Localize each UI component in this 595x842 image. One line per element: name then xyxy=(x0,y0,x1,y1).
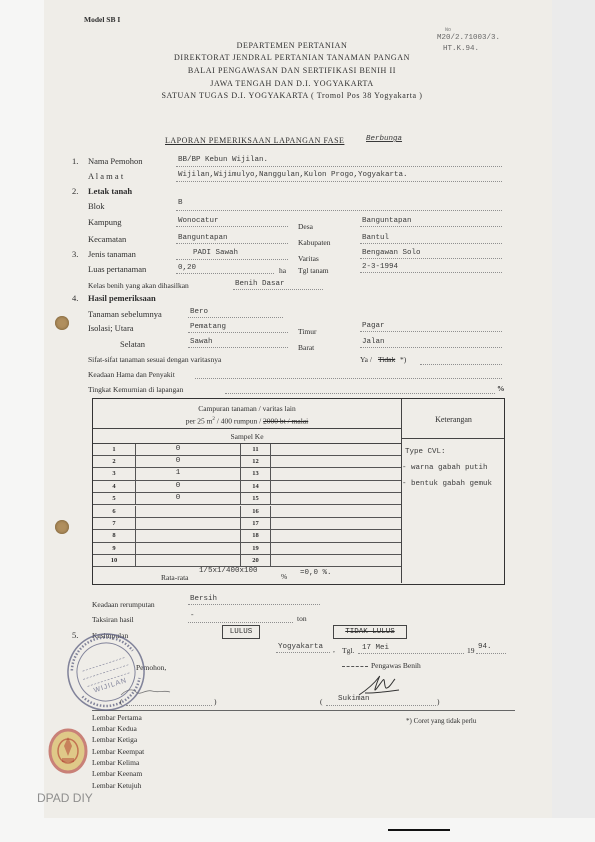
sampel-ke-label: Sampel Ke xyxy=(230,432,264,441)
keterangan-header: Keterangan xyxy=(435,415,472,424)
punch-hole xyxy=(55,520,69,534)
table-head-rumpun: / 400 rumpun / xyxy=(214,416,264,426)
sample-value xyxy=(271,530,401,542)
luas-pertanaman-value: 0,20 xyxy=(178,264,197,272)
table-head-struck: 2000 bt / malai xyxy=(263,416,309,426)
sample-number: 9 xyxy=(93,543,136,555)
punch-hole xyxy=(55,316,69,330)
tanaman-sebelumnya-value: Bero xyxy=(190,308,209,316)
header-office: BALAI PENGAWASAN DAN SERTIFIKASI BENIH II xyxy=(187,66,397,75)
rerumputan-value: Bersih xyxy=(190,595,218,603)
sample-number: 4 xyxy=(93,481,136,493)
dotted-line xyxy=(233,289,323,290)
nama-pemohon-label: Nama Pemohon xyxy=(88,156,143,166)
sample-number: 1 xyxy=(93,444,136,456)
sifat-ya-option: Ya / xyxy=(360,355,372,364)
pengawas-open-bracket: ( xyxy=(320,697,323,706)
dotted-line xyxy=(188,622,293,623)
header-department: DEPARTEMEN PERTANIAN xyxy=(236,41,348,50)
dotted-line xyxy=(176,210,502,211)
sample-number: 3 xyxy=(93,468,136,480)
kemurnian-unit: % xyxy=(497,384,505,393)
table-rule xyxy=(93,428,401,429)
kampung-value: Wonocatur xyxy=(178,217,219,225)
rerumputan-label: Keadaan rerumputan xyxy=(92,600,155,609)
sample-number: 14 xyxy=(241,481,271,493)
alamat-label: A l a m a t xyxy=(88,171,124,181)
dotted-line xyxy=(360,243,502,244)
dotted-line xyxy=(358,653,464,654)
sample-value xyxy=(136,543,241,555)
pemohon-open-bracket: ( xyxy=(120,697,123,706)
distribution-item: Lembar Kelima xyxy=(92,758,140,767)
keterangan-line: - bentuk gabah gemuk xyxy=(402,480,493,488)
signature-year-suffix: 94. xyxy=(478,643,492,651)
kelas-benih-value: Benih Dasar xyxy=(235,280,285,288)
scan-edge-mark xyxy=(388,829,450,831)
dotted-line xyxy=(360,347,502,348)
section-number: 1. xyxy=(72,156,79,166)
section-number: 4. xyxy=(72,293,79,303)
sample-number: 17 xyxy=(241,518,271,530)
signature-tgl-label: Tgl. xyxy=(342,646,355,655)
sample-number: 2 xyxy=(93,456,136,468)
sample-number: 20 xyxy=(241,555,271,567)
distribution-item: Lembar Pertama xyxy=(92,713,142,722)
reference-code: HT.K.94. xyxy=(443,45,480,53)
keterangan-line: - warna gabah putih xyxy=(402,464,488,472)
header-region: JAWA TENGAH DAN D.I. YOGYAKARTA xyxy=(210,79,374,88)
distribution-item: Lembar Ketujuh xyxy=(92,781,142,790)
letak-tanah-label: Letak tanah xyxy=(88,186,133,196)
signature-year-prefix: 19 xyxy=(467,646,475,655)
pemohon-close-bracket: ) xyxy=(214,697,217,706)
sample-value xyxy=(136,518,241,530)
kelas-benih-label: Kelas benih yang akan dihasilkan xyxy=(88,281,189,290)
jenis-tanaman-value: PADI Sawah xyxy=(193,249,239,257)
dotted-line xyxy=(188,317,283,318)
pengawas-label: Pengawas Benih xyxy=(371,661,421,670)
taksiran-value: - xyxy=(190,612,195,620)
distribution-item: Lembar Keenam xyxy=(92,769,143,778)
tgl-tanam-label: Tgl tanam xyxy=(298,266,329,275)
rata-rata-formula: 1/5x1/400x100 xyxy=(199,567,258,575)
sample-value: 0 xyxy=(136,456,241,468)
sample-value xyxy=(271,444,401,456)
blok-value: B xyxy=(178,199,183,207)
blok-label: Blok xyxy=(88,201,105,211)
signature-place: Yogyakarta xyxy=(278,643,324,651)
sample-number: 11 xyxy=(241,444,271,456)
dotted-line xyxy=(360,272,502,273)
kabupaten-label: Kabupaten xyxy=(298,238,331,247)
dotted-line xyxy=(188,347,288,348)
header-task-unit: SATUAN TUGAS D.I. YOGYAKARTA ( Tromol Pos 38 Yogyakarta ) xyxy=(161,91,423,100)
isolasi-utara-value: Pematang xyxy=(190,323,227,331)
sample-value: 0 xyxy=(136,493,241,505)
section-number: 5. xyxy=(72,630,79,640)
table-rule xyxy=(401,438,504,439)
sample-value xyxy=(271,493,401,505)
sample-number: 12 xyxy=(241,456,271,468)
dotted-line xyxy=(195,378,502,379)
report-phase: Berbunga xyxy=(366,135,403,143)
kampung-label: Kampung xyxy=(88,217,122,227)
sample-number: 8 xyxy=(93,530,136,542)
sample-value xyxy=(271,555,401,567)
sample-number: 19 xyxy=(241,543,271,555)
signature-date: 17 Mei xyxy=(362,644,390,652)
dotted-line xyxy=(176,243,288,244)
sample-table xyxy=(92,398,505,585)
varitas-value: Bengawan Solo xyxy=(362,249,421,257)
reference-prefix: No xyxy=(445,27,452,33)
sample-value: 0 xyxy=(136,444,241,456)
isolasi-timur-label: Timur xyxy=(298,327,317,336)
sifat-note-marker: *) xyxy=(400,355,407,364)
kemurnian-label: Tingkat Kemurnian di lapangan xyxy=(88,385,184,394)
sifat-tidak-option: Tidak xyxy=(378,355,396,364)
table-head-line1: Campuran tanaman / varitas lain xyxy=(198,404,296,413)
dotted-line xyxy=(176,259,288,260)
sample-number: 5 xyxy=(93,493,136,505)
dotted-line xyxy=(326,705,436,706)
footnote: *) Coret yang tidak perlu xyxy=(406,717,477,725)
sample-number: 10 xyxy=(93,555,136,567)
section-number: 3. xyxy=(72,249,79,259)
sample-value xyxy=(271,456,401,468)
dotted-line xyxy=(276,652,330,653)
stamp-text: WIJILAN xyxy=(92,677,129,695)
luas-unit: ha xyxy=(279,266,287,275)
sample-value xyxy=(271,481,401,493)
desa-label: Desa xyxy=(298,222,313,231)
header-directorate: DIREKTORAT JENDRAL PERTANIAN TANAMAN PANGAN xyxy=(174,53,410,62)
dotted-line xyxy=(176,181,502,182)
table-head-sup: 2 xyxy=(212,417,215,422)
taksiran-label: Taksiran hasil xyxy=(92,615,134,624)
pengawas-name: Sukiman xyxy=(338,695,370,703)
sample-value xyxy=(271,506,401,518)
dotted-line xyxy=(360,331,502,332)
isolasi-timur-value: Pagar xyxy=(362,322,385,330)
table-head-line2 xyxy=(93,415,401,427)
sample-number: 15 xyxy=(241,493,271,505)
dotted-line xyxy=(188,332,288,333)
jenis-tanaman-label: Jenis tanaman xyxy=(88,249,136,259)
tidak-lulus-box: TIDAK LULUS xyxy=(333,625,407,639)
isolasi-utara-label: Isolasi; Utara xyxy=(88,323,134,333)
alamat-value: Wijilan,Wijimulyo,Nanggulan,Kulon Progo,Yogyakarta. xyxy=(178,171,408,179)
sample-number: 13 xyxy=(241,468,271,480)
sample-number: 7 xyxy=(93,518,136,530)
report-title: LAPORAN PEMERIKSAAN LAPANGAN FASE xyxy=(165,136,345,145)
watermark: DPAD DIY xyxy=(37,791,93,805)
dotted-line xyxy=(360,258,502,259)
sample-value: 1 xyxy=(136,468,241,480)
sample-value xyxy=(136,506,241,518)
hama-penyakit-label: Keadaan Hama dan Penyakit xyxy=(88,370,175,379)
lulus-box: LULUS xyxy=(222,625,260,639)
sample-number: 6 xyxy=(93,506,136,518)
reference-number: M20/2.71003/3. xyxy=(437,34,501,42)
keterangan-divider xyxy=(401,399,402,583)
archive-seal-icon xyxy=(48,728,88,774)
dotted-line xyxy=(176,273,274,274)
keterangan-line: Type CVL: xyxy=(405,448,446,456)
nama-pemohon-value: BB/BP Kebun Wijilan. xyxy=(178,156,269,164)
divider-rule xyxy=(92,710,515,711)
rata-rata-label: Rata-rata xyxy=(161,573,189,582)
table-head-per: per 25 m xyxy=(185,416,213,426)
sample-number: 18 xyxy=(241,530,271,542)
dotted-line xyxy=(360,226,502,227)
signature-sep: , xyxy=(333,645,335,654)
rata-rata-result: =0,0 %. xyxy=(300,569,332,577)
isolasi-barat-value: Jalan xyxy=(362,338,385,346)
luas-pertanaman-label: Luas pertanaman xyxy=(88,264,147,274)
pemohon-label: Pemohon, xyxy=(136,663,167,672)
dotted-line xyxy=(176,166,502,167)
rata-rata-unit: % xyxy=(281,572,288,581)
kecamatan-value: Banguntapan xyxy=(178,234,228,242)
isolasi-barat-label: Barat xyxy=(298,343,315,352)
distribution-item: Lembar Ketiga xyxy=(92,735,138,744)
pengawas-close-bracket: ) xyxy=(437,697,440,706)
varitas-label: Varitas xyxy=(298,254,319,263)
sample-value xyxy=(271,518,401,530)
sample-value xyxy=(271,468,401,480)
isolasi-selatan-label: Selatan xyxy=(120,339,146,349)
dotted-line xyxy=(176,226,288,227)
section-number: 2. xyxy=(72,186,79,196)
distribution-item: Lembar Keempat xyxy=(92,747,145,756)
distribution-item: Lembar Kedua xyxy=(92,724,137,733)
scan-margin xyxy=(552,0,595,818)
sample-number: 16 xyxy=(241,506,271,518)
dotted-line xyxy=(476,653,506,654)
sample-value xyxy=(271,543,401,555)
sample-value xyxy=(136,530,241,542)
taksiran-unit: ton xyxy=(297,614,307,623)
dotted-line xyxy=(188,604,320,605)
tanaman-sebelumnya-label: Tanaman sebelumnya xyxy=(88,309,162,319)
sample-value: 0 xyxy=(136,481,241,493)
kabupaten-value: Bantul xyxy=(362,234,390,242)
kecamatan-label: Kecamatan xyxy=(88,234,127,244)
tgl-tanam-value: 2-3-1994 xyxy=(362,263,399,271)
office-stamp xyxy=(64,630,148,714)
isolasi-selatan-value: Sawah xyxy=(190,338,213,346)
sifat-tanaman-label: Sifat-sifat tanaman sesuai dengan varitasnya xyxy=(88,355,222,364)
dotted-line xyxy=(420,364,502,365)
form-model: Model SB I xyxy=(84,15,121,24)
kesimpulan-label: Kesimpulan xyxy=(92,631,129,640)
dash-line xyxy=(342,666,368,667)
dotted-line xyxy=(225,393,495,394)
desa-value: Banguntapan xyxy=(362,217,412,225)
hasil-pemeriksaan-label: Hasil pemeriksaan xyxy=(88,293,156,303)
